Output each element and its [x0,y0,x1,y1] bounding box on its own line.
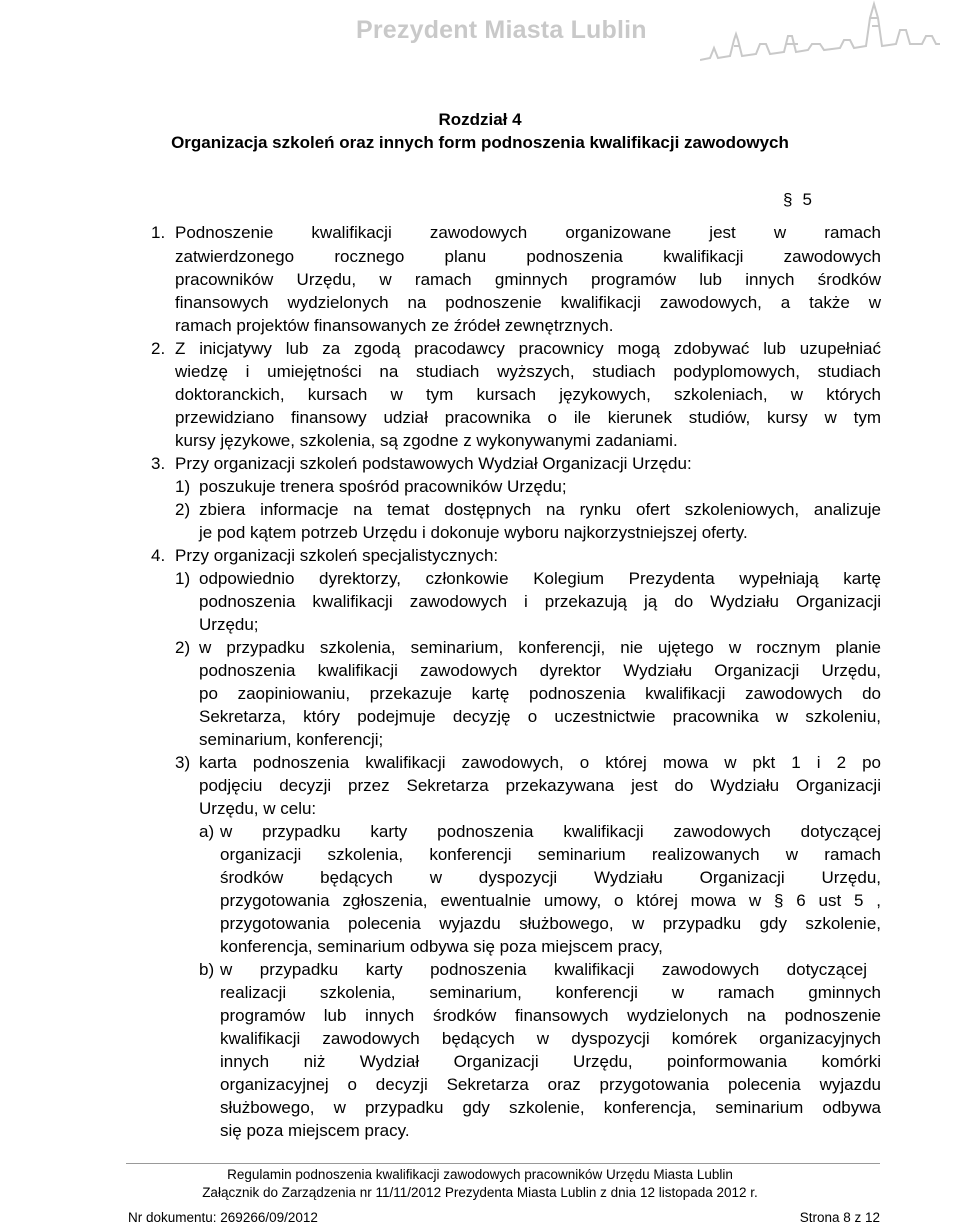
subitem-b-line: programów lub innych środków finansowych wydzielonych na podnoszenie [220,1006,881,1025]
paragraph-4-item-2-line: seminarium, konferencji; [199,730,384,749]
subitem-b-line: organizacyjnej o decyzji Sekretarza oraz przygotowania polecenia wyjazdu [220,1075,881,1094]
paragraph-2-line: wiedzę i umiejętności na studiach wyższych, studiach podyplomowych, studiach [175,362,881,381]
paragraph-2-line: doktoranckich, kursach w tym kursach językowych, szkoleniach, w których [175,385,881,404]
paragraph-4-item-1-line: odpowiednio dyrektorzy, członkowie Kolegium Prezydenta wypełniają kartę [199,569,881,588]
subitem-b-line: służbowego, w przypadku gdy szkolenie, konferencja, seminarium odbywa [220,1098,881,1117]
subitem-a-line: środków będących w dyspozycji Wydziału Organizacji Urzędu, [220,868,881,887]
paragraph-4-item-3-line: podjęciu decyzji przez Sekretarza przekazywana jest do Wydziału Organizacji [199,776,881,795]
page-number: Strona 8 z 12 [799,1210,880,1225]
subitem-b-line: kwalifikacji zawodowych będących w dyspozycji komórek organizacyjnych [220,1029,881,1048]
paragraph-2-line: kursy językowe, szkolenia, są zgodne z wykonywanymi zadaniami. [175,431,678,450]
lublin-skyline-icon [700,0,940,78]
paragraph-4-item-3-line: karta podnoszenia kwalifikacji zawodowych, o której mowa w pkt 1 i 2 po [199,753,881,772]
paragraph-3-number: 3. [151,454,166,473]
paragraph-4-item-3-number: 3) [175,753,191,772]
paragraph-4-number: 4. [151,546,166,565]
paragraph-3-item-2-line: zbiera informacje na temat dostępnych na rynku ofert szkoleniowych, analizuje [199,500,881,519]
subitem-a-line: przygotowania zgłoszenia, ewentualnie umowy, o której mowa w § 6 ust 5 , [220,891,881,910]
paragraph-3-item-1: poszukuje trenera spośród pracowników Urzędu; [199,477,567,496]
subitem-a-number: a) [199,822,215,841]
section-symbol: § [783,190,793,209]
paragraph-4-item-2-line: po zaopiniowaniu, przekazuje kartę podnoszenia kwalifikacji zawodowych do [199,684,881,703]
subitem-a-line: przygotowania polecenia wyjazdu służbowego, w przypadku gdy szkolenie, [220,914,881,933]
subitem-a-line: organizacji szkolenia, konferencji seminarium realizowanych w ramach [220,845,881,864]
subitem-b-line: innych niż Wydział Organizacji Urzędu, poinformowania komórki [220,1052,881,1071]
chapter-number: Rozdział 4 [438,110,522,129]
paragraph-3-item-2-line: je pod kątem potrzeb Urzędu i dokonuje wyboru najkorzystniejszej oferty. [199,523,748,542]
paragraph-2-line: Z inicjatywy lub za zgodą pracodawcy pracownicy mogą zdobywać lub uzupełniać [175,339,881,358]
footer-regulation-title: Regulamin podnoszenia kwalifikacji zawodowych pracowników Urzędu Miasta Lublin [227,1167,733,1182]
paragraph-1-line: zatwierdzonego rocznego planu podnoszenia kwalifikacji zawodowych [175,247,881,266]
paragraph-4-item-1-line: Urzędu; [199,615,259,634]
paragraph-4-item-2-line: w przypadku szkolenia, seminarium, konferencji, nie ujętego w rocznym planie [199,638,881,657]
chapter-title: Organizacja szkoleń oraz innych form podnoszenia kwalifikacji zawodowych [171,133,789,152]
paragraph-4-item-1-number: 1) [175,569,191,588]
paragraph-4-item-2-number: 2) [175,638,191,657]
subitem-a-line: w przypadku karty podnoszenia kwalifikacji zawodowych dotyczącej [220,822,881,841]
section-heading [783,190,812,210]
subitem-b-number: b) [199,960,215,979]
paragraph-2-line: przewidziano finansowy udział pracownika o ile kierunek studiów, kursy w tym [175,408,881,427]
paragraph-1-line: finansowych wydzielonych na podnoszenie kwalifikacji zawodowych, a także w [175,293,881,312]
paragraph-4-item-3-line: Urzędu, w celu: [199,799,317,818]
paragraph-1-line: pracowników Urzędu, w ramach gminnych programów lub innych środków [175,270,881,289]
subitem-b-line: w przypadku karty podnoszenia kwalifikacji zawodowych dotyczącej [220,960,867,979]
paragraph-4-item-2-line: Sekretarza, który podejmuje decyzję o uczestnictwie pracownika w szkoleniu, [199,707,881,726]
paragraph-4-intro: Przy organizacji szkoleń specjalistycznych: [175,546,499,565]
paragraph-4-item-2-line: podnoszenia kwalifikacji zawodowych dyrektor Wydziału Organizacji Urzędu, [199,661,881,680]
paragraph-3-intro: Przy organizacji szkoleń podstawowych Wydział Organizacji Urzędu: [175,454,692,473]
paragraph-2-number: 2. [151,339,166,358]
paragraph-3-item-1-number: 1) [175,477,191,496]
header-title: Prezydent Miasta Lublin [356,16,647,44]
paragraph-1-line: ramach projektów finansowanych ze źródeł zewnętrznych. [175,316,614,335]
document-number: Nr dokumentu: 269266/09/2012 [128,1210,318,1225]
subitem-b-line: się poza miejscem pracy. [220,1121,410,1140]
paragraph-4-item-1-line: podnoszenia kwalifikacji zawodowych i przekazują ją do Wydziału Organizacji [199,592,881,611]
section-number: 5 [802,190,812,209]
subitem-b-line: realizacji szkolenia, seminarium, konferencji w ramach gminnych [220,983,881,1002]
subitem-a-line: konferencja, seminarium odbywa się poza miejscem pracy, [220,937,663,956]
paragraph-3-item-2-number: 2) [175,500,191,519]
footer-attachment-note: Załącznik do Zarządzenia nr 11/11/2012 Prezydenta Miasta Lublin z dnia 12 listopada 2012 r. [202,1185,758,1200]
footer-divider [126,1163,880,1164]
paragraph-1-number: 1. [151,223,166,242]
paragraph-1-line: Podnoszenie kwalifikacji zawodowych organizowane jest w ramach [175,223,881,242]
